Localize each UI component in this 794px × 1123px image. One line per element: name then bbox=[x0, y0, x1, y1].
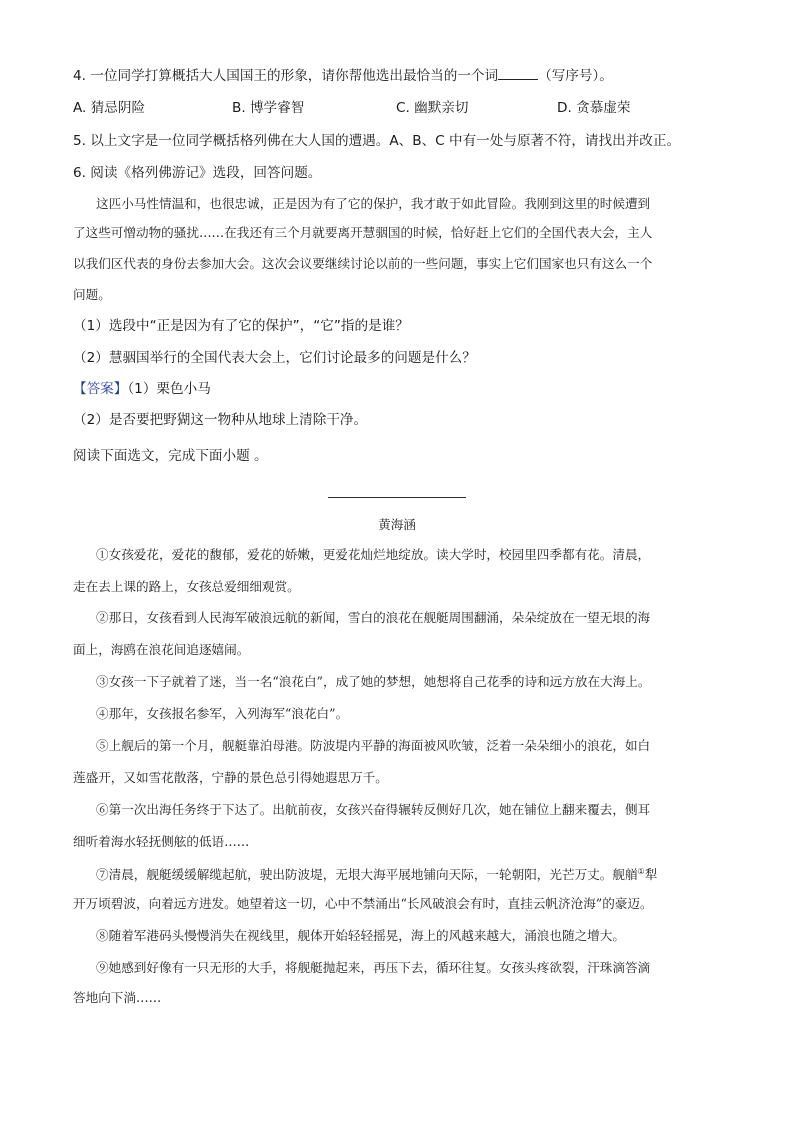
article-title: 黄海涵 bbox=[378, 517, 416, 532]
q4-option-a: A. 猜忌阴险 bbox=[73, 100, 146, 116]
article-line bbox=[96, 672, 650, 692]
article-line bbox=[96, 608, 650, 628]
article-line bbox=[73, 988, 161, 1008]
footnote-marker: ① bbox=[637, 867, 645, 876]
article-line-text: 莲盛开，又如雪花散落，宁静的景色总引得她遐思万千。 bbox=[73, 770, 388, 785]
article-line-text: ②那日，女孩看到人民海军破浪远航的新闻，雪白的浪花在舰艇周围翻涌，朵朵绽放在一望无垠的海 bbox=[96, 610, 651, 625]
article-line bbox=[73, 640, 249, 660]
divider bbox=[328, 497, 466, 498]
article-line-text: 答地向下淌…… bbox=[73, 990, 162, 1005]
article-line-text: ⑥第一次出海任务终于下达了。出航前夜，女孩兴奋得辗转反侧好几次，她在铺位上翻来覆去，侧耳 bbox=[96, 802, 651, 817]
article-line bbox=[96, 958, 650, 978]
q4-text-before: 4. 一位同学打算概括大人国国王的形象，请你帮他选出最恰当的一个词 bbox=[73, 68, 499, 84]
article-line-text: 面上，海鸥在浪花间追逐嬉闹。 bbox=[73, 642, 250, 657]
answer-line-1 bbox=[73, 379, 211, 399]
article-line bbox=[96, 862, 657, 885]
article-line bbox=[96, 800, 650, 820]
q4-line bbox=[73, 65, 613, 86]
article-line-text: 开万顷碧波，向着远方进发。她望着这一切，心中不禁涌出“长风破浪会有时，直挂云帆济沧海”的豪迈。 bbox=[73, 896, 653, 911]
article-line bbox=[73, 832, 249, 852]
passage-line: 这匹小马性情温和，也很忠诚，正是因为有了它的保护，我才敢于如此冒险。我刚到这里的时候遭到 bbox=[96, 196, 651, 211]
passage-line: 了这些可憎动物的骚扰……在我还有三个月就要离开慧骃国的时候，恰好赶上它们的全国代表大会，主人 bbox=[73, 225, 653, 240]
article-line bbox=[73, 768, 388, 788]
article-line-text: ⑤上舰后的第一个月，舰艇靠泊母港。防波堤内平静的海面被风吹皱，泛着一朵朵细小的浪花，如白 bbox=[96, 738, 651, 753]
article-line-text: 走在去上课的路上，女孩总爱细细观赏。 bbox=[73, 579, 300, 594]
article-line-text: ①女孩爱花，爱花的馥郁，爱花的娇嫩，更爱花灿烂地绽放。读大学时，校园里四季都有花。清晨， bbox=[96, 547, 651, 562]
article-line bbox=[73, 577, 300, 597]
article-line-text: 犁 bbox=[644, 867, 658, 883]
article-line-text: ③女孩一下子就着了迷，当一名“浪花白”，成了她的梦想，她想将自己花季的诗和远方放在大海上。 bbox=[96, 674, 651, 689]
answer-2: （2）是否要把野猢这一物种从地球上清除干净。 bbox=[73, 412, 368, 428]
article-line-text: 细听着海水轻抚侧舷的低语…… bbox=[73, 834, 250, 849]
q6-sub1: （1）选段中“正是因为有了它的保护”，“它”指的是谁？ bbox=[73, 318, 409, 334]
article-line-text: ⑦清晨，舰艇缓缓解缆起航，驶出防波堤，无垠大海平展地铺向天际，一轮朝阳，光芒万丈。舰艏 bbox=[96, 867, 638, 883]
answer-1: （1）栗色小马 bbox=[127, 381, 211, 397]
article-line-text: ⑨她感到好像有一只无形的大手，将舰艇抛起来，再压下去，循环往复。女孩头疼欲裂，汗珠滴答滴 bbox=[96, 960, 651, 975]
article-line bbox=[96, 926, 625, 946]
answer-tag: 【答案】 bbox=[73, 381, 128, 397]
q4-option-c: C. 幽默亲切 bbox=[396, 100, 469, 116]
answer-blank[interactable] bbox=[498, 65, 538, 80]
passage-line: 问题。 bbox=[73, 287, 111, 302]
instruction: 阅读下面选文，完成下面小题 。 bbox=[73, 448, 268, 464]
q6-intro: 6. 阅读《格列佛游记》选段，回答问题。 bbox=[73, 165, 322, 181]
q4-option-d: D. 贪慕虚荣 bbox=[557, 100, 631, 116]
q4-option-b: B. 博学睿智 bbox=[232, 100, 305, 116]
article-line bbox=[96, 736, 650, 756]
article-line bbox=[96, 704, 348, 724]
article-line-text: ④那年，女孩报名参军，入列海军“浪花白”。 bbox=[96, 706, 349, 721]
article-line bbox=[73, 894, 653, 914]
article-line-text: ⑧随着军港码头慢慢消失在视线里，舰体开始轻轻摇晃，海上的风越来越大，涌浪也随之增大。 bbox=[96, 928, 625, 943]
q5-text: 5. 以上文字是一位同学概括格列佛在大人国的遭遇。A、B、C 中有一处与原著不符，请找出并改正。 bbox=[73, 133, 681, 149]
passage-line: 以我们区代表的身份去参加大会。这次会议要继续讨论以前的一些问题，事实上它们国家也只有这么一个 bbox=[73, 256, 653, 271]
q4-text-after: （写序号）。 bbox=[538, 68, 613, 84]
article-line bbox=[96, 545, 650, 565]
q6-sub2: （2）慧骃国举行的全国代表大会上，它们讨论最多的问题是什么？ bbox=[73, 350, 476, 366]
